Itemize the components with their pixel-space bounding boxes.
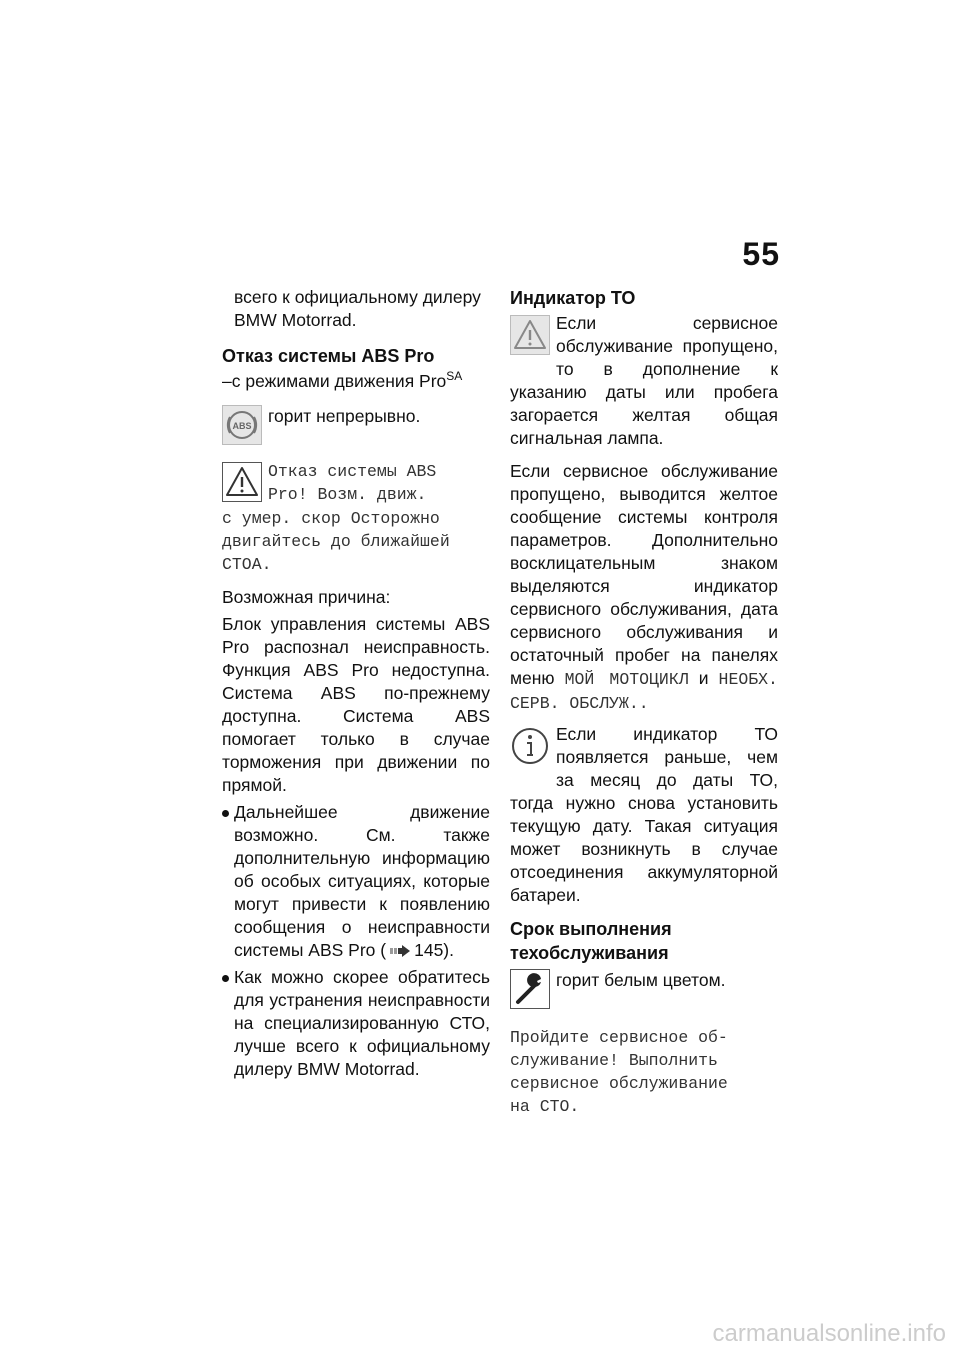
cause-label: Возможная причина: xyxy=(222,587,391,607)
bullet-item: Как можно скорее обратитесь для устранения неисправности на специализированную СТО, лучше всего к официальному дилеру BMW Motorrad. xyxy=(222,966,490,1081)
wrench-icon xyxy=(510,969,550,1014)
warning-triangle-icon xyxy=(222,462,262,507)
abs-lamp-row xyxy=(222,403,490,450)
info-icon xyxy=(510,726,550,771)
abs-message-row xyxy=(222,460,490,507)
left-column xyxy=(222,286,490,1085)
service-text-2: Если сервисное обслуживание пропущено, выводится желтое сообщение системы контроля параметров. Дополнительно восклицательным знаком выделяются индикатор сервисного обслуживания, дата сервисного обслуживания и остаточный пробег на панелях меню МОЙ МОТОЦИКЛ и НЕОБХ. СЕРВ. ОБСЛУЖ.. xyxy=(510,461,778,713)
service-message: Пройдите сервисное об- служивание! Выполнить сервисное обслуживание на СТО. xyxy=(510,1028,728,1116)
bullet-dot xyxy=(222,810,229,817)
abs-message-rest: с умер. скор Осторожно двигайтесь до ближайшей СТОА. xyxy=(222,509,450,574)
info-block xyxy=(510,723,778,907)
option-line: –с режимами движения Pro$^{SA}$ xyxy=(222,369,463,391)
cause-text: Блок управления системы ABS Pro распознал неисправность. Функция ABS Pro недоступна. Система ABS по-прежнему доступна. Система ABS помогает только в случае торможения при движении по прямой. xyxy=(222,614,490,795)
heading-service-deadline: Срок выполнения техобслуживания xyxy=(510,919,672,963)
info-text: Если индикатор ТО появляется раньше, чем за месяц до даты ТО, тогда нужно снова установить текущую дату. Такая ситуация может возникнуть в случае отсоединения аккумуляторной батареи. xyxy=(510,724,778,905)
wrench-lamp-text: горит белым цветом. xyxy=(556,970,726,990)
menu-service-required: НЕОБХ. СЕРВ. ОБСЛУЖ.. xyxy=(510,670,778,713)
watermark: carmanualsonline.info xyxy=(712,1320,946,1347)
page-reference[interactable]: 145). xyxy=(414,940,454,960)
abs-lamp-text: горит непрерывно. xyxy=(268,406,421,426)
heading-abs-failure: Отказ системы ABS Pro xyxy=(222,346,435,366)
bullet-dot xyxy=(222,975,229,982)
wrench-lamp-row xyxy=(510,967,778,1014)
page-reference-arrow-icon xyxy=(390,944,412,958)
intro-text: всего к официальному дилеру BMW Motorrad. xyxy=(234,287,481,330)
menu-my-motorcycle: МОЙ МОТОЦИКЛ xyxy=(564,670,689,689)
right-column xyxy=(510,286,778,1118)
page-number: 55 xyxy=(742,236,780,272)
warning-triangle-icon xyxy=(510,315,550,360)
service-warning-block xyxy=(510,312,778,450)
service-text-1: Если сервисное обслуживание пропущено, то в дополнение к указанию даты или пробега загорается желтая общая сигнальная лампа. xyxy=(510,313,778,448)
abs-icon-label: ABS xyxy=(232,421,252,431)
heading-service-indicator: Индикатор ТО xyxy=(510,288,636,308)
abs-message-top: Отказ системы ABS Pro! Возм. движ. xyxy=(268,462,437,504)
bullet-item: Дальнейшее движение возможно. См. также дополнительную информацию об особых ситуациях, которые могут привести к появлению сообщения о неисправности системы ABS Pro ( 145). xyxy=(222,801,490,962)
option-superscript: SA xyxy=(446,369,463,383)
abs-warning-icon xyxy=(222,405,262,450)
